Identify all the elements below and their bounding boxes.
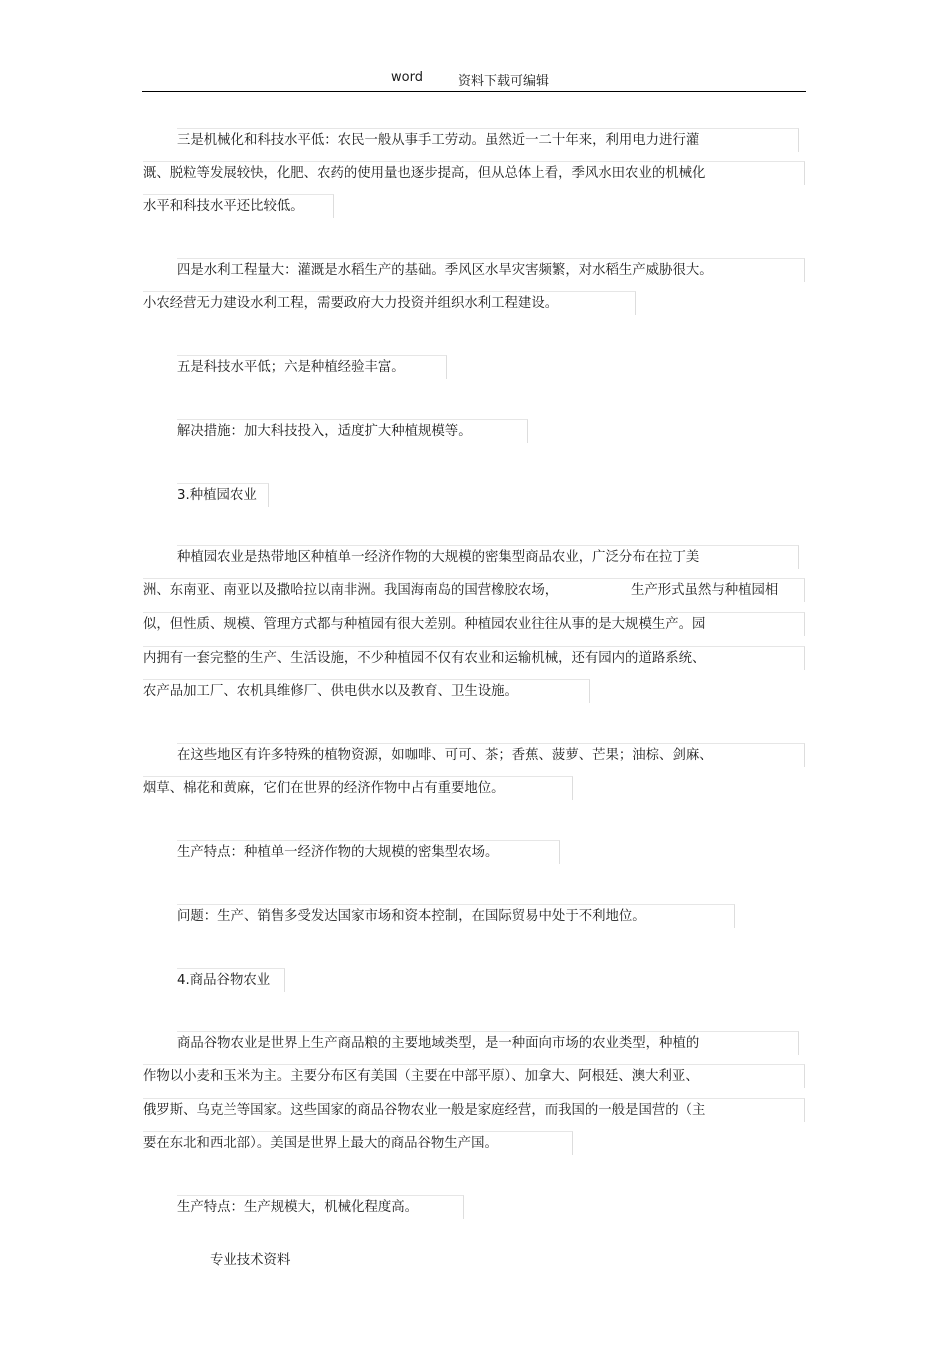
text-line: 水平和科技水平还比较低。: [143, 194, 334, 218]
text-line: 似，但性质、规模、管理方式都与种植园有很大差别。种植园农业往往从事的是大规模生产。园: [143, 612, 805, 636]
text-line: 作物以小麦和玉米为主。主要分布区有美国（主要在中部平原）、加拿大、阿根廷、澳大利亚、: [143, 1064, 805, 1088]
text-line: 要在东北和西北部）。美国是世界上最大的商品谷物生产国。: [143, 1131, 573, 1155]
text-line: 四是水利工程量大：灌溉是水稻生产的基础。季风区水旱灾害频繁，对水稻生产威胁很大。: [177, 258, 805, 282]
section-heading: 4.商品谷物农业: [177, 968, 285, 992]
text-line: 洲、东南亚、南亚以及撒哈拉以南非洲。我国海南岛的国营橡胶农场，: [143, 578, 805, 602]
text-line: 商品谷物农业是世界上生产商品粮的主要地域类型，是一种面向市场的农业类型，种植的: [177, 1031, 799, 1055]
text-line: 三是机械化和科技水平低：农民一般从事手工劳动。虽然近一二十年来，利用电力进行灌: [177, 128, 799, 152]
text-line: 内拥有一套完整的生产、生活设施，不少种植园不仅有农业和运输机械，还有园内的道路系统、: [143, 646, 805, 670]
text-line: 溉、脱粒等发展较快，化肥、农药的使用量也逐步提高，但从总体上看，季风水田农业的机械化: [143, 161, 805, 185]
text-line: 农产品加工厂、农机具维修厂、供电供水以及教育、卫生设施。: [143, 679, 590, 703]
text-line: 小农经营无力建设水利工程，需要政府大力投资并组织水利工程建设。: [143, 291, 636, 315]
text-line: 解决措施：加大科技投入，适度扩大种植规模等。: [177, 419, 528, 443]
text-line: 五是科技水平低；六是种植经验丰富。: [177, 355, 447, 379]
page-header: [0, 68, 950, 88]
text-fragment: 生产形式虽然与种植园相: [631, 583, 779, 598]
text-line: 生产特点：种植单一经济作物的大规模的密集型农场。: [177, 840, 560, 864]
section-heading: 3.种植园农业: [177, 483, 269, 507]
header-rule: [142, 91, 806, 92]
text-line: 烟草、棉花和黄麻，它们在世界的经济作物中占有重要地位。: [143, 776, 573, 800]
text-line: 问题：生产、销售多受发达国家市场和资本控制，在国际贸易中处于不利地位。: [177, 904, 735, 928]
text-line: 种植园农业是热带地区种植单一经济作物的大规模的密集型商品农业，广泛分布在拉丁美: [177, 545, 799, 569]
text-line: 生产特点：生产规模大，机械化程度高。: [177, 1195, 464, 1219]
text-line: 俄罗斯、乌克兰等国家。这些国家的商品谷物农业一般是家庭经营，而我国的一般是国营的（主: [143, 1098, 805, 1122]
page-footer: 专业技术资料: [210, 1253, 291, 1268]
header-subtitle: 资料下载可编辑: [458, 74, 550, 89]
header-word: word: [391, 70, 423, 85]
text-line: 在这些地区有许多特殊的植物资源，如咖啡、可可、茶；香蕉、菠萝、芒果；油棕、剑麻、: [177, 743, 805, 767]
